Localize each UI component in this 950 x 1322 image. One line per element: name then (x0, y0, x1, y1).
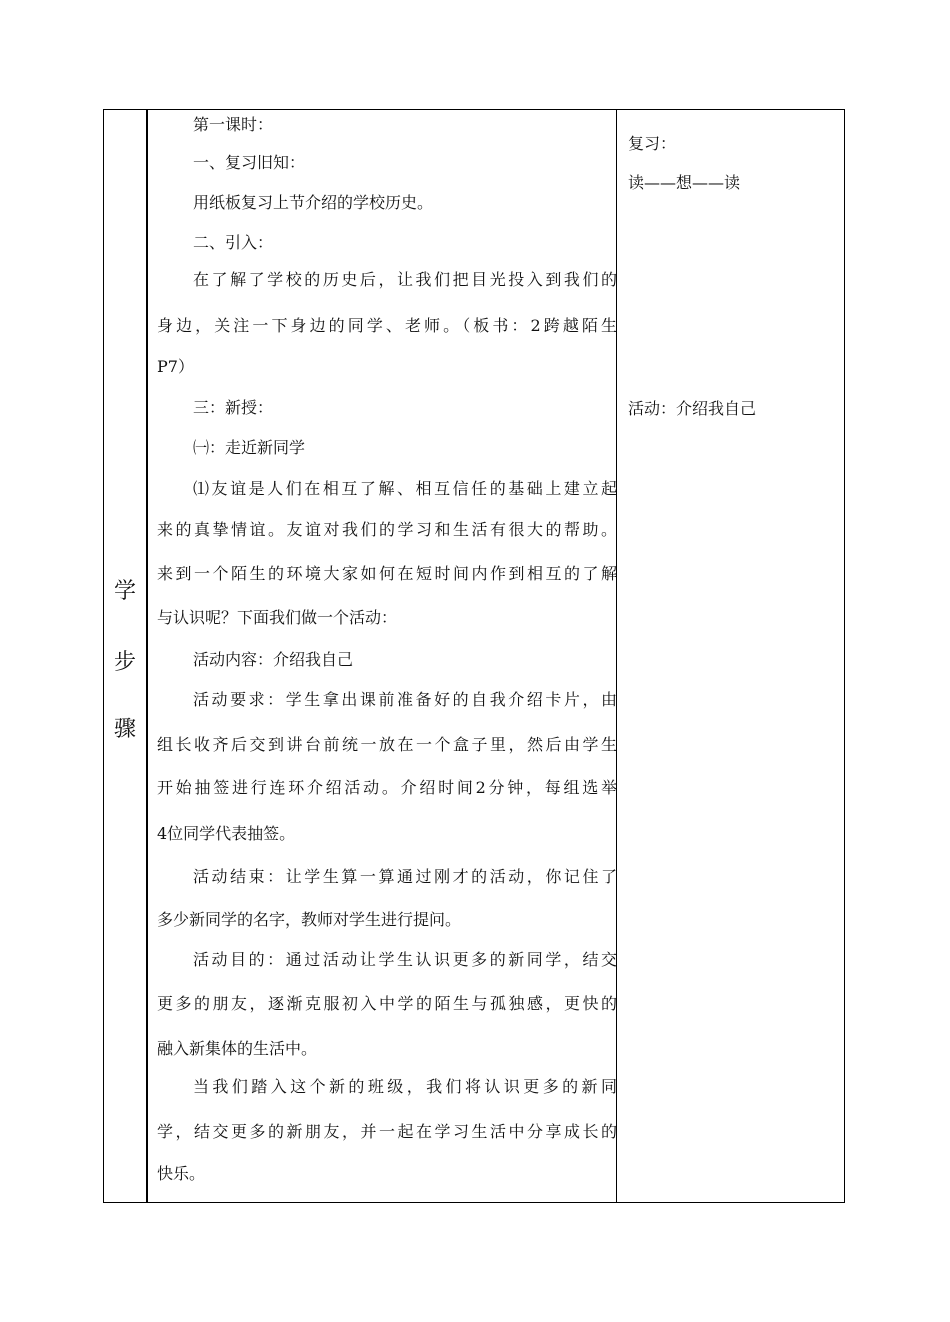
lesson-line: 组长收齐后交到讲台前统一放在一个盒子里，然后由学生 (157, 735, 617, 754)
lesson-line: ⑴友谊是人们在相互了解、相互信任的基础上建立起 (193, 479, 617, 498)
lesson-line: 活动结束：让学生算一算通过刚才的活动，你记住了 (193, 867, 617, 886)
lesson-line: 活动内容：介绍我自己 (193, 650, 354, 669)
lesson-line: 第一课时： (193, 115, 274, 134)
lesson-line: 一、复习旧知： (193, 153, 306, 172)
lesson-line: 来到一个陌生的环境大家如何在短时间内作到相互的了解 (157, 564, 617, 583)
lesson-line: 来的真挚情谊。友谊对我们的学习和生活有很大的帮助。 (157, 520, 617, 539)
lesson-line: 融入新集体的生活中。 (157, 1039, 318, 1058)
lesson-line: ㈠：走近新同学 (193, 438, 306, 457)
lesson-line: 活动要求：学生拿出课前准备好的自我介绍卡片，由 (193, 690, 617, 709)
note-review: 复习： (628, 134, 677, 153)
lesson-line: 活动目的：通过活动让学生认识更多的新同学，结交 (193, 950, 617, 969)
lesson-line: 4位同学代表抽签。 (157, 824, 296, 843)
lesson-line: 多少新同学的名字，教师对学生进行提问。 (157, 910, 462, 929)
step-label-char-1: 学 (113, 579, 136, 604)
step-label-char-2: 步 (113, 650, 136, 675)
lesson-line: 更多的朋友，逐渐克服初入中学的陌生与孤独感，更快的 (157, 994, 617, 1013)
note-read-think-read: 读——想——读 (628, 173, 741, 192)
lesson-line: 与认识呢？下面我们做一个活动： (157, 608, 398, 627)
lesson-line: 当我们踏入这个新的班级，我们将认识更多的新同 (193, 1077, 617, 1096)
lesson-line: 二、引入： (193, 233, 274, 252)
lesson-line: 身边，关注一下身边的同学、老师。（板书：2跨越陌生 (157, 316, 617, 335)
note-activity: 活动：介绍我自己 (628, 399, 757, 418)
lesson-line: 开始抽签进行连环介绍活动。介绍时间2分钟，每组选举 (157, 778, 617, 797)
lesson-line: 学，结交更多的新朋友，并一起在学习生活中分享成长的 (157, 1122, 617, 1141)
lesson-line: 在了解了学校的历史后，让我们把目光投入到我们的 (193, 270, 617, 289)
step-label-char-3: 骤 (113, 717, 136, 742)
lesson-line: P7） (157, 357, 194, 376)
lesson-line: 三：新授： (193, 398, 274, 417)
lesson-line: 快乐。 (157, 1164, 206, 1183)
lesson-line: 用纸板复习上节介绍的学校历史。 (193, 193, 434, 212)
